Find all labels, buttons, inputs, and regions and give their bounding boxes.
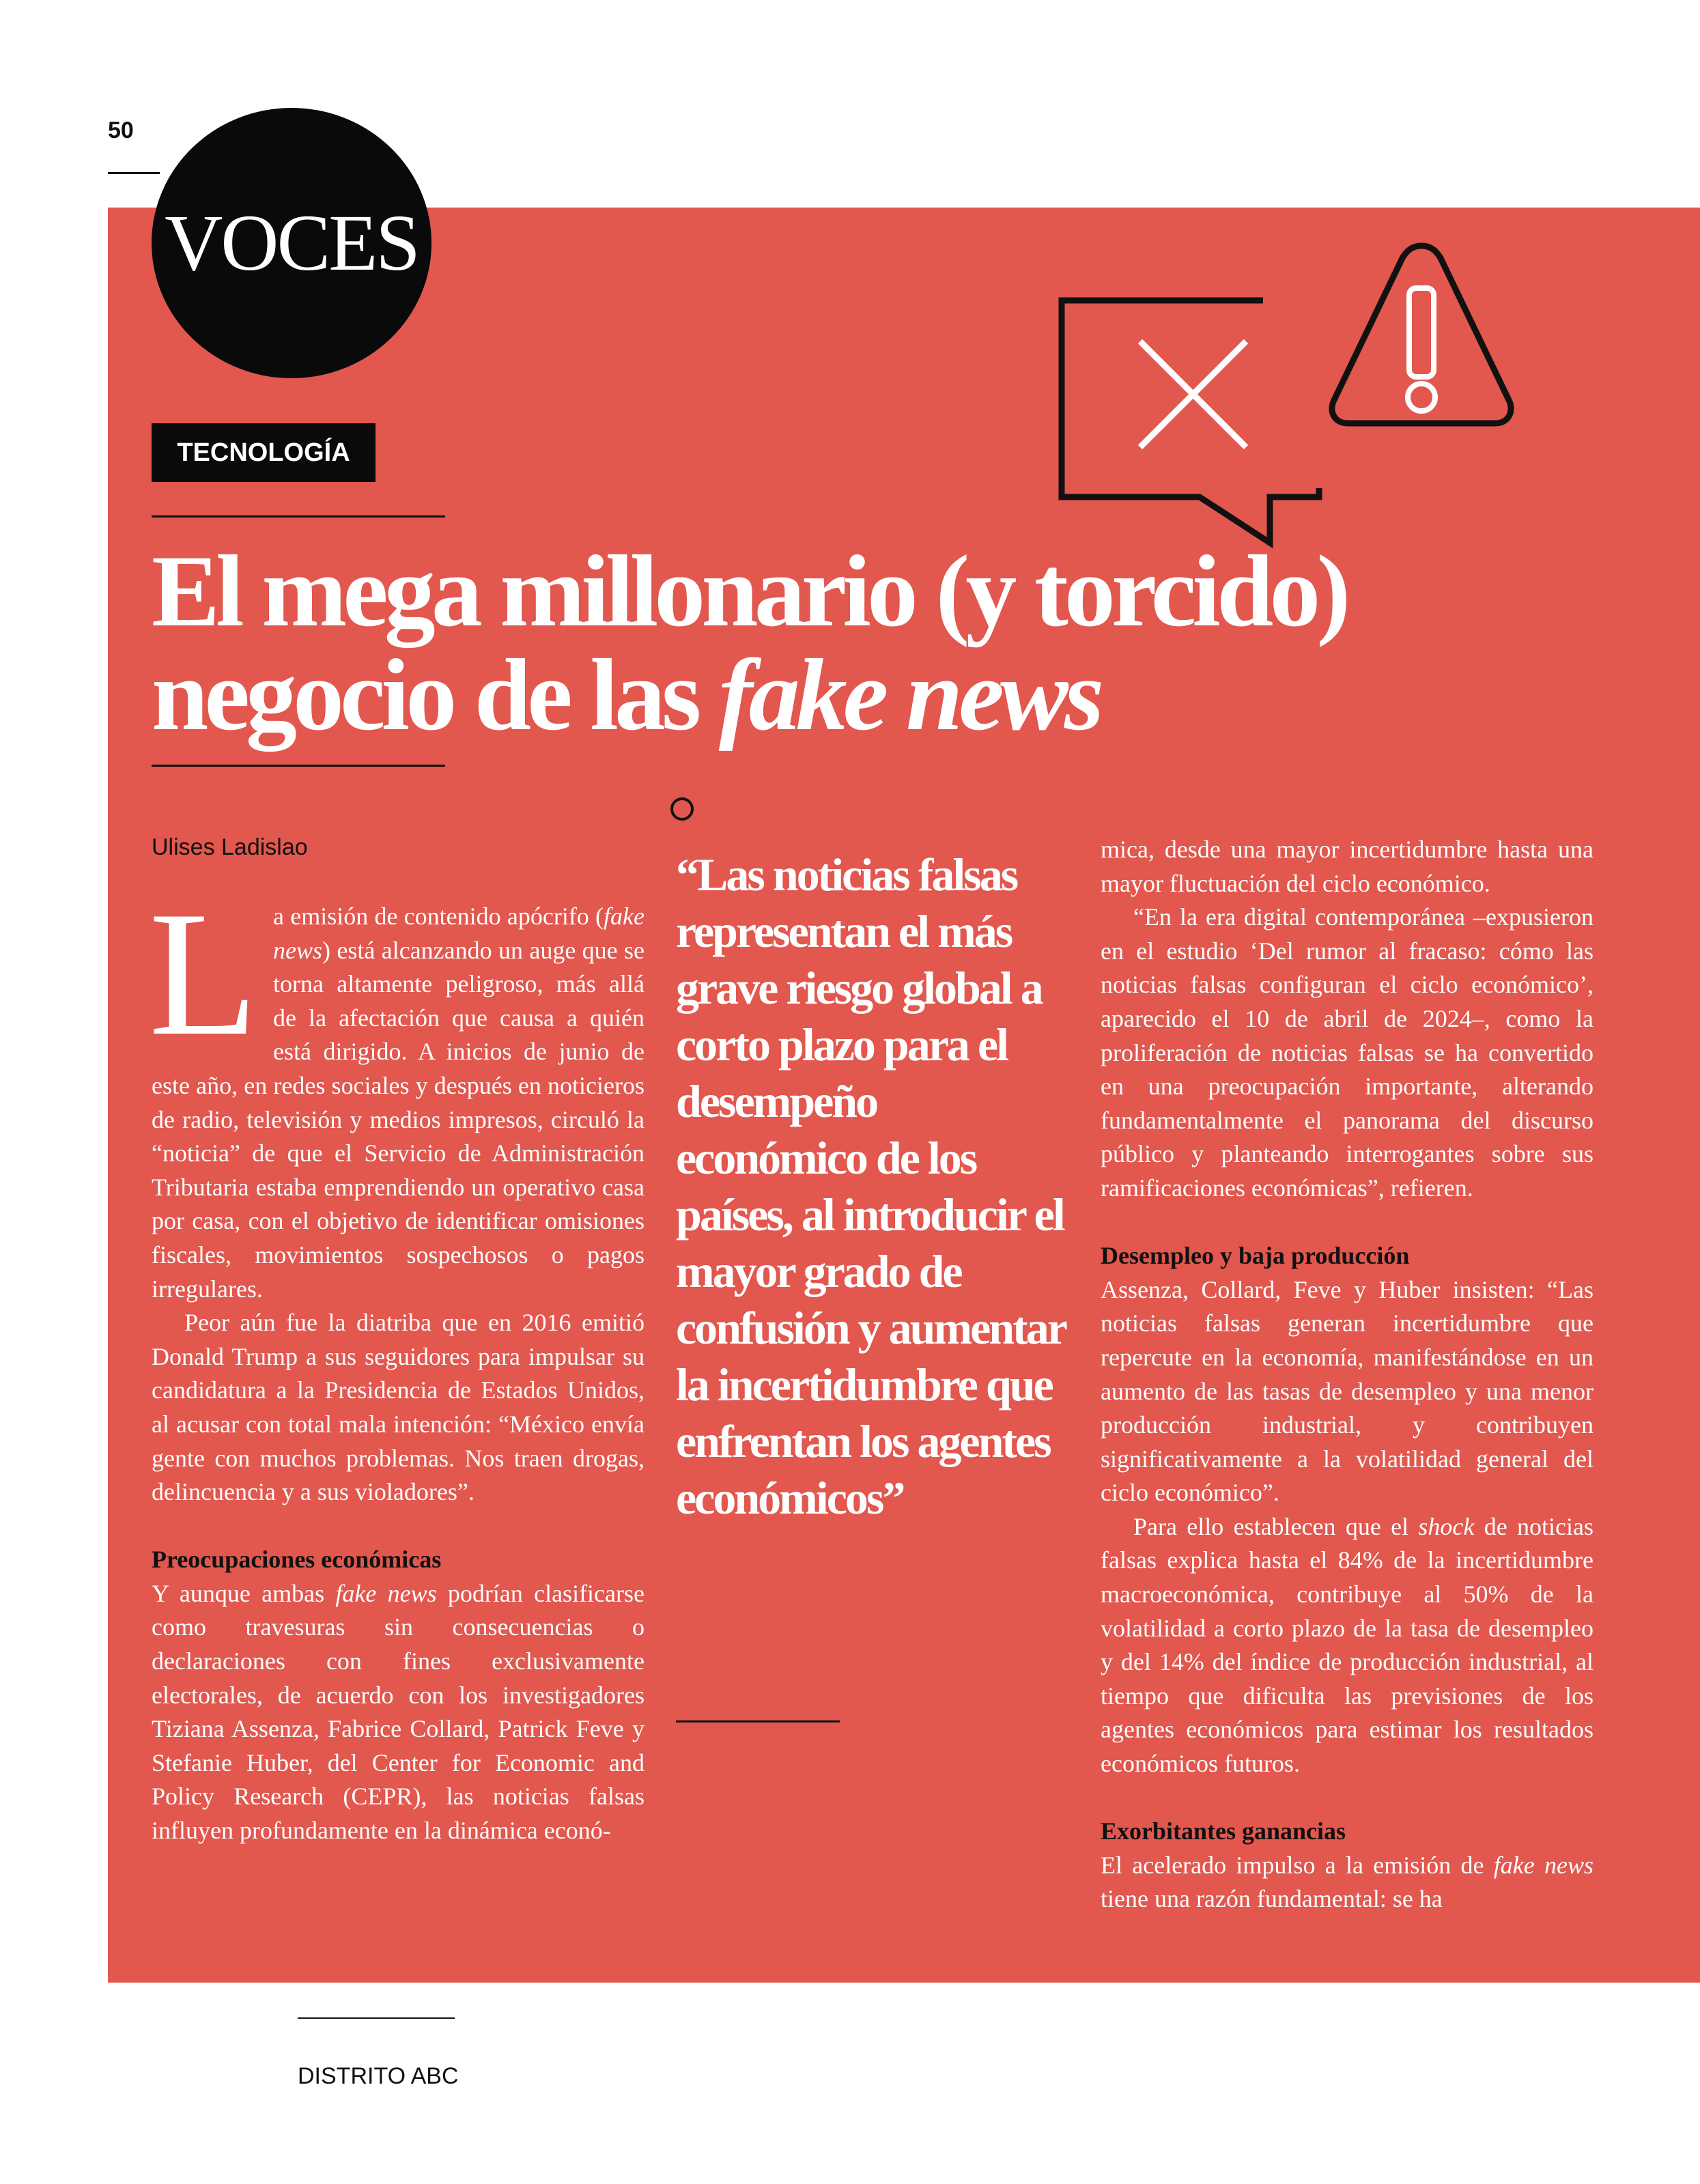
paragraph: La emisión de contenido apócrifo (fake news) está alcanzando un auge que se torna altamente peligroso, más allá de la afectación que causa a quién está dirigido. A inicios de junio de este año, en redes sociales y después en noticieros de radio, televisión y medios impresos, circuló la “noticia” de que el Servicio de Administración Tributaria estaba emprendiendo un operativo casa por casa, con el objetivo de identificar omisiones fiscales, movimientos sospechosos o pagos irregulares. [149,875,644,1303]
subheading: Desempleo y baja producción [1101,1242,1410,1270]
paragraph: Peor aún fue la diatriba que en 2016 emitió Donald Trump a sus seguidores para impulsar su candidatura a la Presidencia de Estados Unidos, al acusar con total mala intención: “México envía gente con muchos problemas. Nos traen drogas, delincuencia y a sus violadores”. [152,1309,644,1506]
page-number: 50 [108,117,134,143]
quote-circle-icon [670,797,694,821]
spacer [1101,1206,1593,1240]
paragraph: mica, desde una mayor incertidumbre hasta una mayor fluctuación del ciclo económico. [1101,836,1593,897]
top-rule [108,172,160,174]
column-1 [149,875,644,1848]
headline-bottom-rule [152,765,445,767]
headline-italic: fake news [718,638,1101,752]
message-error-icon [1062,300,1319,543]
subheading: Preocupaciones económicas [152,1546,442,1574]
paragraph: Assenza, Collard, Feve y Huber insisten: “Las noticias falsas generan incertidumbre que repercute en la economía, manifestándose en un aumento de las tasas de desempleo y una menor producción industrial, y contribuyen significativamente a la volatilidad general del ciclo económico”. [1101,1275,1593,1507]
pull-quote-rule [676,1720,840,1722]
section-name: VOCES [165,198,419,287]
paragraph: Y aunque ambas fake news podrían clasificarse como travesuras sin consecuencias o declaraciones con fines exclusivamente electorales, de acuerdo con los investigadores Tiziana Assenza, Fabrice Collard, Patrick Feve y Stefanie Huber, del Center for Economic and Policy Research (CEPR), las noticias falsas influyen profundamente en la dinámica econó- [152,1579,644,1845]
spacer [1101,1781,1593,1815]
headline-line-2: negocio de las [152,638,719,752]
warning-icon [1332,246,1511,423]
footer-rule [298,2017,455,2019]
paragraph: Para ello establecen que el shock de noticias falsas explica hasta el 84% de la incertidumbre macroeconómica, contribuye al 50% de la volatilidad a corto plazo de la tasa de desempleo y del 14% del índice de producción industrial, al tiempo que dificulta las previsiones de los agentes económicos para estimar los resultados económicos futuros. [1101,1512,1593,1778]
headline-top-rule [152,515,445,517]
spacer [152,1509,644,1544]
section-badge [152,108,431,378]
pull-quote: “Las noticias falsas representan el más grave riesgo global a corto plazo para el desempeño económico de los países, al introducir el mayor grado de confusión y aumentar la incertidumbre que enfrentan los agentes económicos” [676,849,1065,1524]
paragraph: El acelerado impulso a la emisión de fake news tiene una razón fundamental: se ha [1101,1851,1593,1913]
author-byline: Ulises Ladislao [152,834,308,860]
drop-cap: L [149,875,259,1073]
category-tag: TECNOLOGÍA [152,423,376,482]
headline-line-1: El mega millonario (y torcido) [152,535,1347,648]
publication-name: DISTRITO ABC [298,2063,459,2089]
illustration [1045,239,1522,553]
subheading: Exorbitantes ganancias [1101,1817,1346,1845]
headline [152,535,1654,752]
paragraph: “En la era digital contemporánea –expusieron en el estudio ‘Del rumor al fracaso: cómo las noticias falsas configuran el ciclo económico’, aparecido el 10 de abril de 2024–, como la proliferación de noticias falsas se ha convertido en una preocupación importante, alterando fundamentalmente el panorama del discurso público y planteando interrogantes sobre sus ramificaciones económicas”, refieren. [1101,903,1593,1202]
column-3 [1101,833,1593,1916]
